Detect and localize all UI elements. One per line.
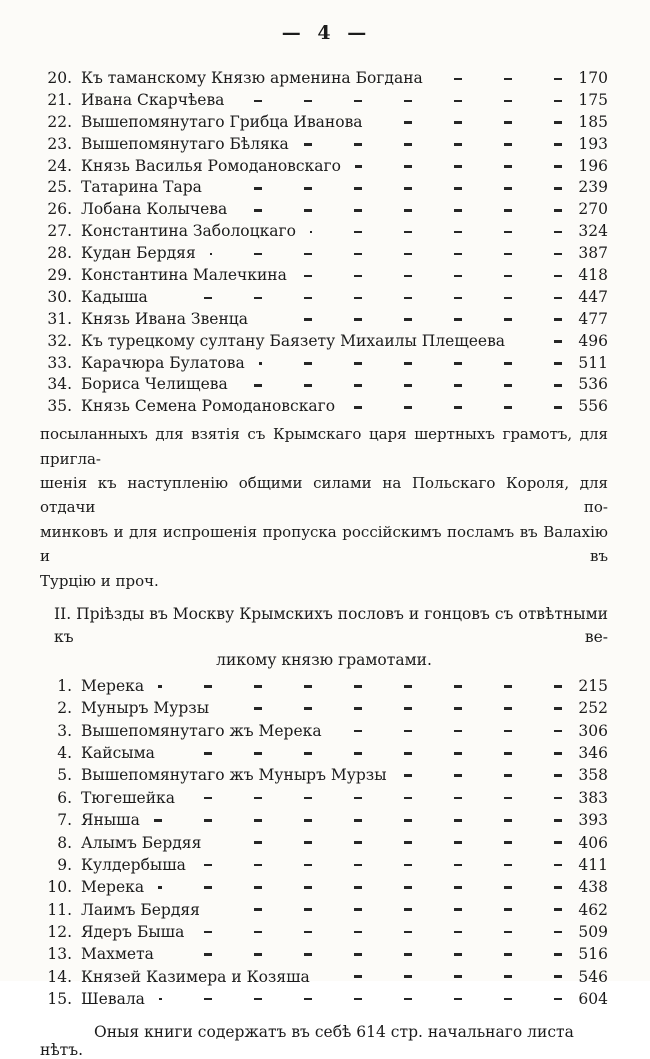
entry-page-number: 270 bbox=[578, 200, 608, 219]
entry-page-number: 438 bbox=[578, 878, 608, 897]
entry-page-number: 387 bbox=[578, 244, 608, 263]
dash-leader bbox=[223, 707, 562, 710]
entry-number: 10. bbox=[47, 878, 72, 897]
entry-page-number: 215 bbox=[578, 677, 608, 696]
table-row bbox=[40, 68, 608, 90]
table-row bbox=[40, 764, 608, 786]
entry-page-number: 346 bbox=[578, 744, 608, 763]
entry-number: 25. bbox=[47, 178, 72, 197]
dash-leader bbox=[210, 253, 562, 256]
entry-name: Ивана Скарчѣева bbox=[81, 90, 225, 109]
entry-page-number: 411 bbox=[578, 855, 608, 874]
table-row bbox=[40, 675, 608, 697]
entry-number: 24. bbox=[47, 156, 72, 175]
dash-leader bbox=[154, 819, 562, 822]
entry-name: Татарина Тара bbox=[81, 178, 202, 197]
entry-name: Кудан Бердяя bbox=[81, 244, 196, 263]
entry-name: Вышепомянутаго жъ Мерека bbox=[81, 721, 322, 740]
entry-name: Лаимъ Бердяя bbox=[81, 900, 200, 919]
entry-name: Яныша bbox=[81, 811, 140, 830]
continuation-line: Турцію и проч. bbox=[40, 571, 159, 590]
table-row bbox=[40, 90, 608, 112]
entry-name: Князь Василья Ромодановскаго bbox=[81, 156, 341, 175]
dash-leader bbox=[158, 886, 562, 889]
table-row bbox=[40, 697, 608, 719]
entry-number: 31. bbox=[47, 309, 72, 328]
section2-heading bbox=[40, 603, 608, 672]
entry-name: Вышепомянутаго Грибца Иванова bbox=[81, 112, 363, 131]
dash-leader bbox=[162, 297, 562, 300]
table-row bbox=[40, 787, 608, 809]
table-row bbox=[40, 309, 608, 331]
entry-page-number: 511 bbox=[578, 353, 608, 372]
entry-number: 4. bbox=[57, 744, 72, 763]
entry-number: 26. bbox=[47, 200, 72, 219]
entry-number: 35. bbox=[47, 397, 72, 416]
dash-leader bbox=[169, 752, 562, 755]
entry-name: Шевала bbox=[81, 989, 145, 1008]
table-row bbox=[40, 287, 608, 309]
table-row bbox=[40, 396, 608, 418]
entry-name: Вышепомянутаго жъ Муныръ Мурзы bbox=[81, 766, 387, 785]
table-row bbox=[40, 331, 608, 353]
entry-page-number: 447 bbox=[578, 287, 608, 306]
entry-page-number: 418 bbox=[578, 266, 608, 285]
section1-continuation-paragraph bbox=[40, 422, 608, 593]
entry-number: 34. bbox=[47, 375, 72, 394]
entry-page-number: 239 bbox=[578, 178, 608, 197]
entry-page-number: 196 bbox=[578, 156, 608, 175]
entry-page-number: 252 bbox=[578, 699, 608, 718]
entry-number: 15. bbox=[47, 989, 72, 1008]
entry-page-number: 536 bbox=[578, 375, 608, 394]
entry-page-number: 546 bbox=[578, 967, 608, 986]
table-row bbox=[40, 265, 608, 287]
dash-leader bbox=[159, 998, 562, 1001]
entry-number: 27. bbox=[47, 222, 72, 241]
entry-page-number: 509 bbox=[578, 922, 608, 941]
entry-name: Тюгешейка bbox=[81, 788, 175, 807]
entry-name: Муныръ Мурзы bbox=[81, 699, 210, 718]
entry-name: Кадыша bbox=[81, 287, 148, 306]
dash-leader bbox=[215, 841, 562, 844]
entry-name: Алымъ Бердяя bbox=[81, 833, 202, 852]
entry-number: 14. bbox=[47, 967, 72, 986]
dash-leader bbox=[242, 384, 562, 387]
table-row bbox=[40, 899, 608, 921]
continuation-line: шенія къ наступленію общими силами на Польскаго Короля, для отдачи по- bbox=[40, 474, 608, 517]
entry-name: Бориса Челищева bbox=[81, 375, 228, 394]
table-row bbox=[40, 742, 608, 764]
table-row bbox=[40, 374, 608, 396]
entry-number: 33. bbox=[47, 353, 72, 372]
entry-number: 22. bbox=[47, 112, 72, 131]
entry-name: Карачюра Булатова bbox=[81, 353, 245, 372]
dash-leader bbox=[303, 143, 562, 146]
table-row bbox=[40, 943, 608, 965]
table-row bbox=[40, 156, 608, 178]
continuation-line: посыланныхъ для взятія съ Крымскаго царя шертныхъ грамотъ, для пригла- bbox=[40, 425, 608, 468]
entry-page-number: 406 bbox=[578, 833, 608, 852]
entry-number: 3. bbox=[57, 721, 72, 740]
table-row bbox=[40, 177, 608, 199]
entry-name: Кайсыма bbox=[81, 744, 155, 763]
entry-number: 28. bbox=[47, 244, 72, 263]
table-row bbox=[40, 221, 608, 243]
entry-page-number: 170 bbox=[578, 69, 608, 87]
table-row bbox=[40, 243, 608, 265]
entry-name: Князь Ивана Звенца bbox=[81, 309, 249, 328]
page-number-header: — 4 — bbox=[281, 22, 367, 44]
dash-leader bbox=[200, 864, 562, 867]
entry-number: 2. bbox=[57, 699, 72, 718]
dash-leader bbox=[238, 100, 562, 103]
entry-name: Лобана Колычева bbox=[81, 200, 228, 219]
entry-page-number: 604 bbox=[578, 989, 608, 1008]
dash-leader bbox=[301, 275, 562, 278]
entry-page-number: 462 bbox=[578, 900, 608, 919]
section2-heading-line2: ликому князю грамотами. bbox=[216, 651, 432, 670]
entry-name: Мерека bbox=[81, 878, 145, 897]
entry-number: 5. bbox=[57, 766, 72, 785]
entry-name: Кулдербыша bbox=[81, 855, 186, 874]
entry-name: Мерека bbox=[81, 677, 145, 696]
dash-leader bbox=[158, 685, 562, 688]
entry-page-number: 477 bbox=[578, 309, 608, 328]
entry-page-number: 175 bbox=[578, 90, 608, 109]
dash-leader bbox=[262, 318, 562, 321]
section2-entry-list bbox=[40, 675, 608, 1010]
entry-name: Вышепомянутаго Бѣляка bbox=[81, 134, 289, 153]
dash-leader bbox=[437, 78, 562, 81]
dash-leader bbox=[519, 340, 562, 343]
dash-leader bbox=[168, 953, 562, 956]
entry-number: 9. bbox=[57, 855, 72, 874]
entry-number: 23. bbox=[47, 134, 72, 153]
dash-leader bbox=[189, 797, 562, 800]
dash-leader bbox=[401, 774, 562, 777]
section2-heading-line1: II. Пріѣзды въ Москву Крымскихъ пословъ и гонцовъ съ отвѣтными къ ве- bbox=[54, 605, 608, 647]
entry-page-number: 306 bbox=[578, 721, 608, 740]
entry-number: 6. bbox=[57, 788, 72, 807]
entry-page-number: 383 bbox=[578, 788, 608, 807]
table-row bbox=[40, 832, 608, 854]
entry-number: 1. bbox=[57, 677, 72, 696]
dash-leader bbox=[355, 165, 562, 168]
table-row bbox=[40, 921, 608, 943]
entry-name: Константина Малечкина bbox=[81, 266, 287, 285]
entry-name: Князей Казимера и Козяша bbox=[81, 967, 310, 986]
table-row bbox=[40, 854, 608, 876]
table-row bbox=[40, 353, 608, 375]
table-row bbox=[40, 988, 608, 1010]
entry-number: 11. bbox=[47, 900, 72, 919]
dash-leader bbox=[336, 730, 562, 733]
entry-name: Князь Семена Ромодановскаго bbox=[81, 397, 336, 416]
dash-leader bbox=[214, 908, 562, 911]
volume-note: Оныя книги содержатъ въ себѣ 614 стр. начальнаго листа нѣтъ. bbox=[40, 1023, 574, 1059]
table-row bbox=[40, 966, 608, 988]
entry-page-number: 358 bbox=[578, 766, 608, 785]
entry-number: 20. bbox=[47, 69, 72, 87]
table-row bbox=[40, 876, 608, 898]
entry-number: 32. bbox=[47, 331, 72, 350]
table-row bbox=[40, 134, 608, 156]
entry-name: Ядеръ Быша bbox=[81, 922, 185, 941]
entry-number: 29. bbox=[47, 266, 72, 285]
continuation-line: минковъ и для испрошенія пропуска россійскимъ посламъ въ Валахію и въ bbox=[40, 522, 608, 566]
entry-number: 30. bbox=[47, 287, 72, 306]
entry-name: Къ таманскому Князю арменина Богдана bbox=[81, 69, 423, 87]
entry-name: Махмета bbox=[81, 945, 154, 964]
dash-leader bbox=[198, 931, 562, 934]
dash-leader bbox=[216, 187, 562, 190]
dash-leader bbox=[259, 362, 562, 365]
table-row bbox=[40, 720, 608, 742]
entry-page-number: 393 bbox=[578, 811, 608, 830]
entry-name: Константина Заболоцкаго bbox=[81, 222, 296, 241]
entry-page-number: 556 bbox=[578, 397, 608, 416]
dash-leader bbox=[324, 975, 562, 978]
dash-leader bbox=[349, 406, 562, 409]
entry-page-number: 185 bbox=[578, 112, 608, 131]
entry-page-number: 516 bbox=[578, 945, 608, 964]
entry-page-number: 496 bbox=[578, 331, 608, 350]
entry-number: 21. bbox=[47, 90, 72, 109]
dash-leader bbox=[377, 121, 562, 124]
entry-number: 7. bbox=[57, 811, 72, 830]
entry-number: 12. bbox=[47, 922, 72, 941]
table-row bbox=[40, 199, 608, 221]
entry-name: Къ турецкому султану Баязету Михаилы Плещеева bbox=[81, 331, 506, 350]
entry-page-number: 324 bbox=[578, 222, 608, 241]
section1-entry-list bbox=[40, 68, 608, 418]
entry-number: 8. bbox=[57, 833, 72, 852]
dash-leader bbox=[310, 231, 562, 234]
table-row bbox=[40, 112, 608, 134]
table-row bbox=[40, 809, 608, 831]
entry-page-number: 193 bbox=[578, 134, 608, 153]
dash-leader bbox=[241, 209, 562, 212]
entry-number: 13. bbox=[47, 945, 72, 964]
